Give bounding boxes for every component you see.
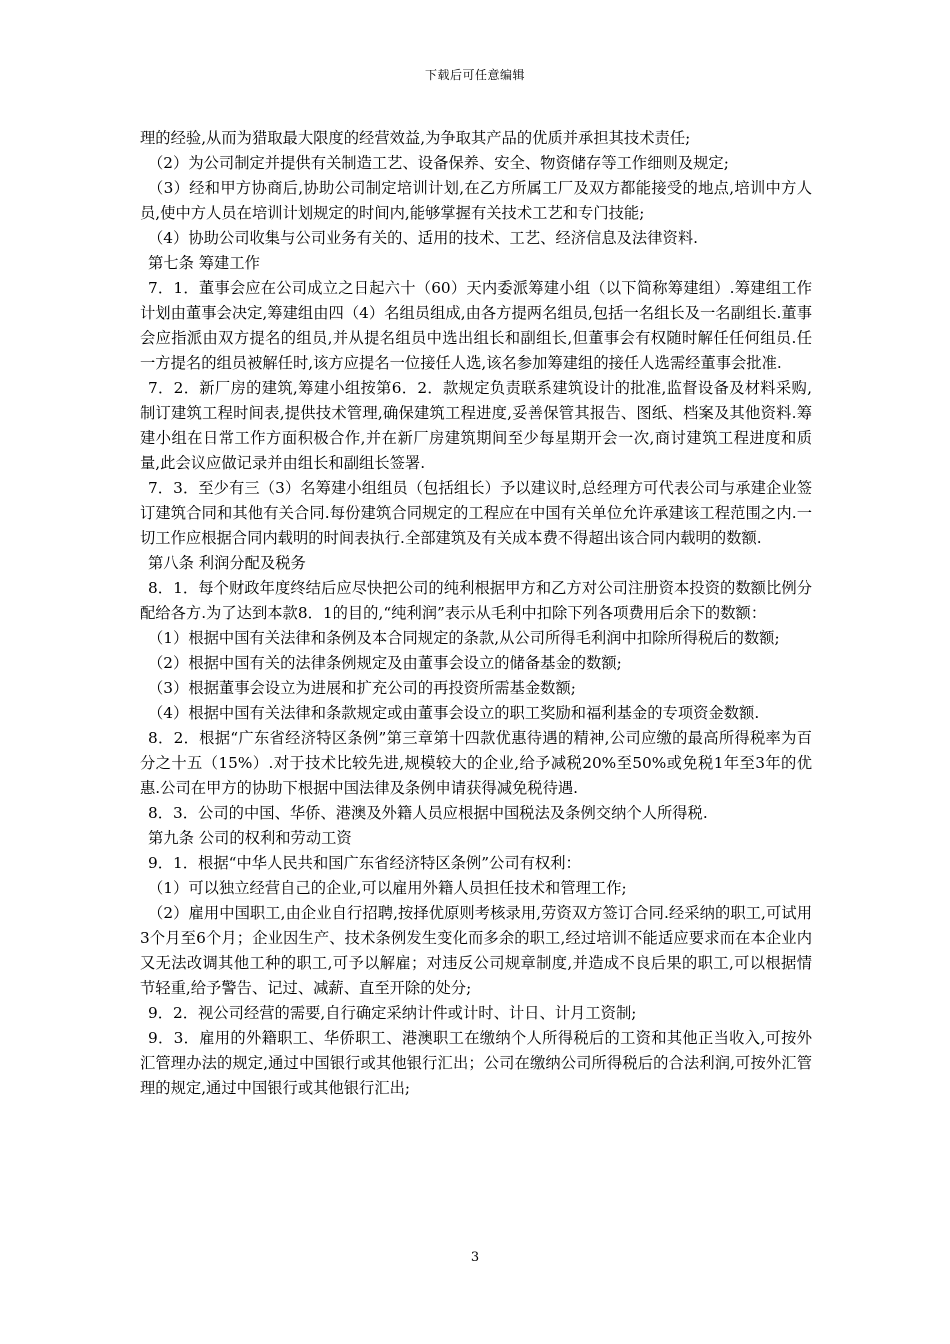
section-heading: 第九条 公司的权利和劳动工资 (148, 829, 352, 847)
page-header: 下载后可任意编辑 (424, 68, 525, 82)
list-item: （4）协助公司收集与公司业务有关的、适用的技术、工艺、经济信息及法律资料. (148, 229, 698, 247)
list-item: （1）根据中国有关法律和条例及本合同规定的条款,从公司所得毛利润中扣除所得税后的数额; (148, 629, 780, 647)
list-item: （1）可以独立经营自己的企业,可以雇用外籍人员担任技术和管理工作; (148, 879, 627, 897)
clause: 9．3．雇用的外籍职工、华侨职工、港澳职工在缴纳个人所得税后的工资和其他正当收入,可按外汇管理办法的规定,通过中国银行或其他银行汇出；公司在缴纳公司所得税后的合法利润,可按外汇管理的规定,通过中国银行或其他银行汇出; (140, 1029, 812, 1097)
clause: 7．2．新厂房的建筑,筹建小组按第6．2．款规定负责联系建筑设计的批准,监督设备及材料采购,制订建筑工程时间表,提供技术管理,确保建筑工程进度,妥善保管其报告、图纸、档案及其他资料.筹建小组在日常工作方面积极合作,并在新厂房建筑期间至少每星期开会一次,商讨建筑工程进度和质量,此会议应做记录并由组长和副组长签署. (140, 379, 812, 472)
paragraph: 理的经验,从而为猎取最大限度的经营效益,为争取其产品的优质并承担其技术责任; (140, 129, 691, 147)
list-item: （2）为公司制定并提供有关制造工艺、设备保养、安全、物资储存等工作细则及规定; (148, 154, 729, 172)
page-number: 3 (470, 1250, 480, 1265)
list-item: （2）根据中国有关的法律条例规定及由董事会设立的储备基金的数额; (148, 654, 622, 672)
section-heading: 第八条 利润分配及税务 (148, 554, 306, 572)
list-item: （3）根据董事会设立为进展和扩充公司的再投资所需基金数额; (148, 679, 576, 697)
clause: 9．1．根据“中华人民共和国广东省经济特区条例”公司有权利： (148, 854, 581, 872)
list-item: （2）雇用中国职工,由企业自行招聘,按择优原则考核录用,劳资双方签订合同.经采纳的职工,可试用3个月至6个月；企业因生产、技术条例发生变化而多余的职工,经过培训不能适应要求而在本企业内又无法改调其他工种的职工,可予以解雇；对违反公司规章制度,并造成不良后果的职工,可以根据情节轻重,给予警告、记过、减薪、直至开除的处分; (140, 904, 812, 997)
clause: 7．3．至少有三（3）名筹建小组组员（包括组长）予以建议时,总经理方可代表公司与承建企业签订建筑合同和其他有关合同.每份建筑合同规定的工程应在中国有关单位允许承建该工程范围之内.一切工作应根据合同内载明的时间表执行.全部建筑及有关成本费不得超出该合同内载明的数额. (140, 479, 812, 547)
document-body (140, 126, 812, 1101)
clause: 8．3．公司的中国、华侨、港澳及外籍人员应根据中国税法及条例交纳个人所得税. (148, 804, 708, 822)
clause: 7．1．董事会应在公司成立之日起六十（60）天内委派筹建小组（以下简称筹建组）.筹建组工作计划由董事会决定,筹建组由四（4）名组员组成,由各方提两名组员,包括一名组长及一名副组长.董事会应指派由双方提名的组员,并从提名组员中选出组长和副组长,但董事会有权随时解任任何组员.任一方提名的组员被解任时,该方应提名一位接任人选,该名参加筹建组的接任人选需经董事会批准. (140, 279, 812, 372)
section-heading: 第七条 筹建工作 (148, 254, 260, 272)
list-item: （4）根据中国有关法律和条款规定或由董事会设立的职工奖励和福利基金的专项资金数额. (148, 704, 760, 722)
list-item: （3）经和甲方协商后,协助公司制定培训计划,在乙方所属工厂及双方都能接受的地点,培训中方人员,使中方人员在培训计划规定的时间内,能够掌握有关技术工艺和专门技能; (140, 179, 812, 222)
clause: 8．2．根据“广东省经济特区条例”第三章第十四款优惠待遇的精神,公司应缴的最高所得税率为百分之十五（15%）.对于技术比较先进,规模较大的企业,给予减税20%至50%或免税1年至3年的优惠.公司在甲方的协助下根据中国法律及条例申请获得减免税待遇. (140, 729, 812, 797)
clause: 8．1．每个财政年度终结后应尽快把公司的纯利根据甲方和乙方对公司注册资本投资的数额比例分配给各方.为了达到本款8．1的目的,“纯利润”表示从毛利中扣除下列各项费用后余下的数额： (140, 579, 812, 622)
clause: 9．2．视公司经营的需要,自行确定采纳计件或计时、计日、计月工资制; (148, 1004, 637, 1022)
